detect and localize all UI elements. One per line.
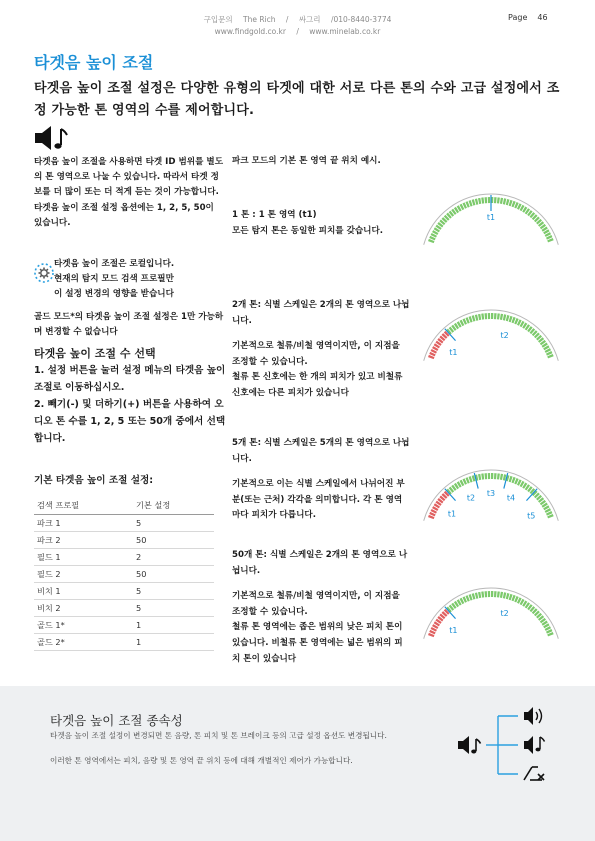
zone-label: t1	[449, 625, 458, 635]
non-ferrous-segment	[488, 473, 490, 479]
tone-2-text: 기본적으로 철류/비철 영역이지만, 이 지점을 조정할 수 있습니다.	[232, 341, 400, 367]
value-cell: 5	[133, 515, 214, 532]
non-ferrous-segment	[478, 592, 481, 598]
non-ferrous-segment	[488, 591, 490, 597]
non-ferrous-segment	[472, 199, 476, 205]
step-item: 1. 설정 버튼을 눌러 설정 메뉴의 타겟음 높이 조절로 이동하십시오.	[34, 365, 226, 393]
profile-cell: 비치 1	[34, 583, 133, 600]
dependency-text	[50, 730, 420, 779]
connector-lines	[486, 716, 518, 774]
tone-1-description	[232, 208, 410, 239]
non-ferrous-segment	[475, 592, 479, 598]
non-ferrous-segment	[491, 591, 493, 597]
tone-5-description	[232, 436, 410, 524]
non-ferrous-segment	[472, 593, 476, 599]
profile-cell: 비치 2	[34, 600, 133, 617]
non-ferrous-segment	[478, 198, 481, 204]
header-link-findgold[interactable]: www.findgold.co.kr	[214, 27, 286, 36]
profile-cell: 필드 1	[34, 549, 133, 566]
non-ferrous-segment	[506, 199, 510, 205]
non-ferrous-segment	[491, 313, 493, 319]
table-row	[34, 617, 214, 634]
page-number-value: 46	[537, 13, 548, 22]
zone-label: t4	[506, 493, 516, 503]
options-paragraph: 타겟음 높이 조절 설정 옵션에는 1, 2, 5, 50이 있습니다.	[34, 202, 214, 228]
table-row	[34, 634, 214, 651]
non-ferrous-segment	[478, 474, 481, 480]
tone-2-description	[232, 298, 410, 402]
profile-cell: 필드 2	[34, 566, 133, 583]
column-header: 기본 설정	[133, 496, 214, 515]
tone-dial-2-zones	[420, 288, 562, 384]
non-ferrous-segment	[481, 313, 484, 319]
non-ferrous-segment	[484, 313, 487, 319]
gear-icon	[34, 263, 54, 283]
intro-column	[34, 155, 224, 231]
tone-pitch-icon	[524, 736, 545, 754]
example-intro-text: 파크 모드의 기본 톤 영역 끝 위치 예시.	[232, 156, 381, 166]
intro-paragraph: 타겟음 높이 조절을 사용하면 타겟 ID 범위를 별도의 톤 영역으로 나눌 수 있습니다. 따라서 타겟 정보를 더 많이 또는 더 적게 듣는 것이 가능합니다.	[34, 157, 224, 198]
non-ferrous-segment	[497, 591, 500, 597]
non-ferrous-segment	[484, 473, 487, 479]
non-ferrous-segment	[503, 592, 506, 598]
non-ferrous-segment	[506, 315, 510, 321]
header-link-minelab[interactable]: www.minelab.co.kr	[309, 27, 381, 36]
table-title: 기본 타겟음 높이 조절 설정:	[34, 475, 154, 486]
header-sep: /	[296, 27, 299, 36]
header-inquiry: 구입문의	[203, 15, 233, 24]
note-line: 이 설정 변경의 영향을 받습니다	[54, 289, 174, 300]
tone-dial-5-zones	[420, 448, 562, 544]
table-row	[34, 583, 214, 600]
defaults-table	[34, 496, 214, 651]
dependency-paragraph: 타겟음 높이 조절 설정이 변경되면 톤 음량, 톤 피치 및 톤 브레이크 등의 고급 설정 옵션도 변경됩니다.	[50, 731, 387, 740]
tone-5-heading: 5개 톤: 식별 스케일은 5개의 톤 영역으로 나뉩니다.	[232, 438, 410, 464]
page-label: Page	[508, 13, 528, 22]
zone-label: t1	[449, 347, 458, 357]
profile-cell: 파크 2	[34, 532, 133, 549]
non-ferrous-segment	[475, 198, 479, 204]
profile-cell: 파크 1	[34, 515, 133, 532]
tone-break-icon	[34, 125, 74, 151]
non-ferrous-segment	[503, 314, 506, 320]
value-cell: 50	[133, 566, 214, 583]
profile-cell: 골드 1*	[34, 617, 133, 634]
table-row	[34, 532, 214, 549]
tone-5-text: 기본적으로 이는 식별 스케일에서 나뉘어진 부분(또는 근처) 각각을 의미합니다. 각 톤 영역마다 피치가 다릅니다.	[232, 479, 405, 521]
zone-label: t3	[486, 489, 496, 498]
tone-dial-50-zones	[420, 566, 562, 662]
profile-cell: 골드 2*	[34, 634, 133, 651]
header-sep: /	[285, 15, 289, 24]
tone-50-heading: 50개 톤: 식별 스케일은 2개의 톤 영역으로 나뉩니다.	[232, 550, 408, 576]
tone-1-text: 모든 탐지 톤은 동일한 피치를 갖습니다.	[232, 225, 384, 236]
non-ferrous-segment	[478, 314, 481, 320]
non-ferrous-segment	[497, 313, 500, 319]
header-contact-line	[0, 14, 595, 25]
table-header-row	[34, 496, 214, 515]
non-ferrous-segment	[484, 197, 487, 203]
dependency-paragraph: 이러한 톤 영역에서는 피치, 음량 및 톤 영역 끝 위치 등에 대해 개별적인 제어가 가능합니다.	[50, 755, 353, 765]
non-ferrous-segment	[488, 197, 490, 203]
example-intro	[232, 154, 410, 170]
non-ferrous-segment	[488, 313, 490, 319]
non-ferrous-segment	[491, 473, 493, 479]
steps-list	[34, 362, 226, 447]
non-ferrous-segment	[506, 593, 510, 599]
zone-label: t2	[466, 493, 476, 503]
non-ferrous-segment	[481, 473, 484, 479]
non-ferrous-segment	[500, 314, 503, 320]
non-ferrous-segment	[497, 473, 500, 479]
page-header	[0, 12, 595, 40]
tone-2-text: 철류 톤 신호에는 한 개의 피치가 있고 비철류 신호에는 다른 피치가 있습니다	[232, 372, 403, 398]
header-seller: 싸그리	[298, 15, 321, 24]
header-phone: /010-8440-3774	[330, 15, 392, 24]
tone-break-setting-icon	[524, 767, 544, 780]
local-note-text	[54, 257, 229, 303]
non-ferrous-segment	[500, 592, 503, 598]
dependency-title: 타겟음 높이 조절 종속성	[50, 713, 183, 728]
note-line: 현재의 탐지 모드 검색 프로필만	[54, 274, 174, 285]
value-cell: 5	[133, 583, 214, 600]
gold-mode-note: 골드 모드*의 타겟음 높이 조절 설정은 1만 가능하며 변경할 수 없습니다	[34, 312, 224, 338]
tone-break-icon	[458, 736, 481, 754]
non-ferrous-segment	[494, 591, 497, 597]
non-ferrous-segment	[472, 315, 476, 321]
lead-paragraph: 타겟음 높이 조절 설정은 다양한 유형의 타겟에 대한 서로 다른 톤의 수와 고급 설정에서 조정 가능한 톤 영역의 수를 제어합니다.	[34, 81, 560, 118]
page-number	[508, 13, 548, 22]
table-row	[34, 566, 214, 583]
page-title: 타겟음 높이 조절	[34, 53, 154, 72]
tone-2-heading: 2개 톤: 식별 스케일은 2개의 톤 영역으로 나뉩니다.	[232, 300, 410, 326]
zone-label: t2	[500, 609, 509, 619]
non-ferrous-segment	[481, 197, 484, 203]
table-row	[34, 549, 214, 566]
tone-volume-icon	[524, 707, 542, 725]
non-ferrous-segment	[494, 473, 497, 479]
column-header: 검색 프로필	[34, 496, 133, 515]
tone-50-description	[232, 548, 410, 667]
value-cell: 1	[133, 617, 214, 634]
value-cell: 1	[133, 634, 214, 651]
non-ferrous-segment	[494, 197, 497, 203]
zone-label: t1	[486, 213, 496, 222]
header-web-line	[0, 27, 595, 36]
non-ferrous-segment	[494, 313, 497, 319]
step-item: 2. 빼기(-) 및 더하기(+) 버튼을 사용하여 오디오 톤 수를 1, 2, 5 또는 50개 중에서 선택합니다.	[34, 399, 226, 444]
tone-50-text: 철류 톤 영역에는 좁은 범위의 낮은 피치 톤이 있습니다. 비철류 톤 영역에는 넓은 범위의 피치 톤이 있습니다	[232, 622, 403, 664]
header-shop: The Rich	[242, 15, 276, 24]
zone-label: t1	[447, 509, 457, 519]
non-ferrous-segment	[481, 591, 484, 597]
tone-50-text: 기본적으로 철류/비철 영역이지만, 이 지점을 조정할 수 있습니다.	[232, 591, 400, 617]
section-heading: 타겟음 높이 조절 수 선택	[34, 347, 156, 360]
value-cell: 50	[133, 532, 214, 549]
dependency-diagram	[452, 700, 562, 792]
zone-label: t5	[527, 511, 536, 521]
value-cell: 5	[133, 600, 214, 617]
non-ferrous-segment	[503, 198, 506, 204]
non-ferrous-segment	[500, 198, 503, 204]
tone-dial-1-zone	[420, 172, 562, 268]
table-row	[34, 600, 214, 617]
non-ferrous-segment	[484, 591, 487, 597]
tone-1-heading: 1 톤 : 1 톤 영역 (t1)	[232, 210, 317, 220]
zone-label: t2	[500, 331, 509, 341]
non-ferrous-segment	[500, 474, 503, 480]
note-line: 타겟음 높이 조절은 로컬입니다.	[54, 259, 175, 269]
non-ferrous-segment	[497, 197, 500, 203]
value-cell: 2	[133, 549, 214, 566]
table-row	[34, 515, 214, 532]
non-ferrous-segment	[475, 314, 479, 320]
